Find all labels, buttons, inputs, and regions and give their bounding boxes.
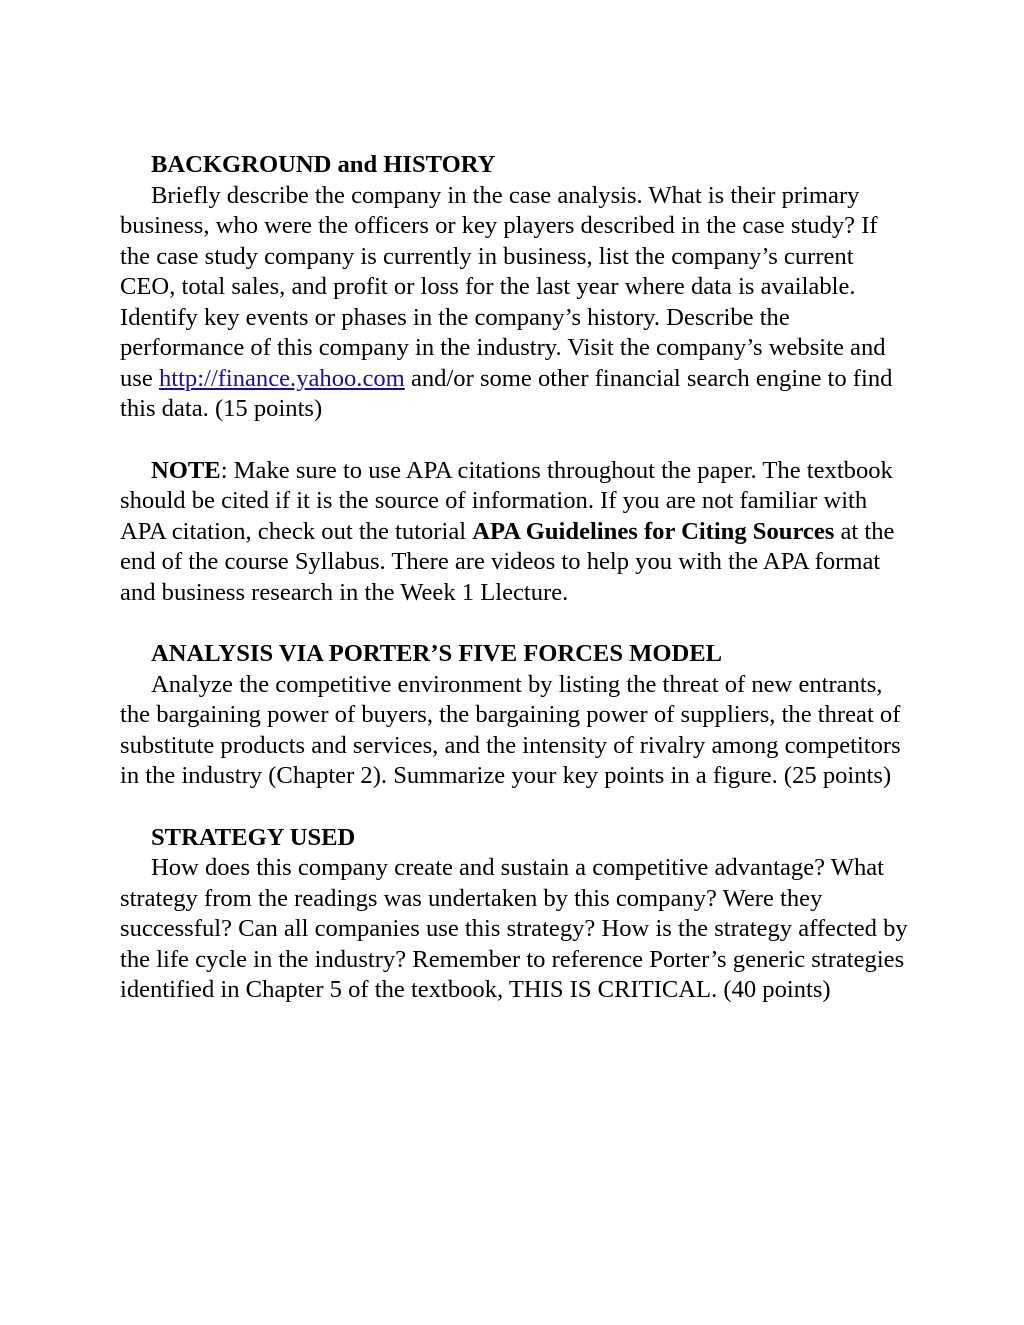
note-text-2: at the end of the course Syllabus. There are videos to help you with the APA format and business research in the Week 1 Llecture.	[120, 517, 895, 606]
background-text-after-link: and/or some other financial search engine to find this data. (15 points)	[120, 364, 893, 422]
porter-heading: ANALYSIS VIA PORTER’S FIVE FORCES MODEL	[151, 640, 723, 667]
strategy-paragraph: How does this company create and sustain a competitive advantage? What strategy from the readings was undertaken by this company? Were they successful? Can all companies use this strategy? How is the strategy affected by the life cycle in the industry? Remember to reference Porter’s generic strategies identified in Chapter 5 of the textbook, THIS IS CRITICAL. (40 points)	[120, 854, 908, 1003]
background-text-before-link: Briefly describe the company in the case analysis. What is their primary business, who were the officers or key players described in the case study? If the case study company is currently in business, list the company’s current CEO, total sales, and profit or loss for the last year where data is available. Identify key events or phases in the company’s history. Describe the performance of this company in the industry. Visit the company’s website and use	[120, 181, 886, 392]
spacer	[120, 792, 910, 823]
spacer	[120, 608, 910, 639]
note-label: NOTE	[151, 456, 221, 484]
porter-paragraph: Analyze the competitive environment by listing the threat of new entrants, the bargaining power of buyers, the bargaining power of suppliers, the threat of substitute products and services, and the intensity of rivalry among competitors in the industry (Chapter 2). Summarize your key points in a figure. (25 points)	[120, 670, 901, 789]
spacer	[120, 425, 910, 456]
note-paragraph	[120, 456, 910, 609]
apa-guidelines-reference: APA Guidelines for Citing Sources	[472, 517, 835, 545]
background-paragraph	[120, 181, 910, 425]
document-page	[120, 150, 910, 1006]
strategy-heading: STRATEGY USED	[151, 823, 356, 851]
note-text-1: : Make sure to use APA citations throughout the paper. The textbook should be cited if it is the source of information. If you are not familiar with APA citation, check out the tutorial	[120, 456, 893, 545]
background-heading: BACKGROUND and HISTORY	[151, 151, 496, 178]
finance-yahoo-link[interactable]: http://finance.yahoo.com	[158, 364, 405, 392]
